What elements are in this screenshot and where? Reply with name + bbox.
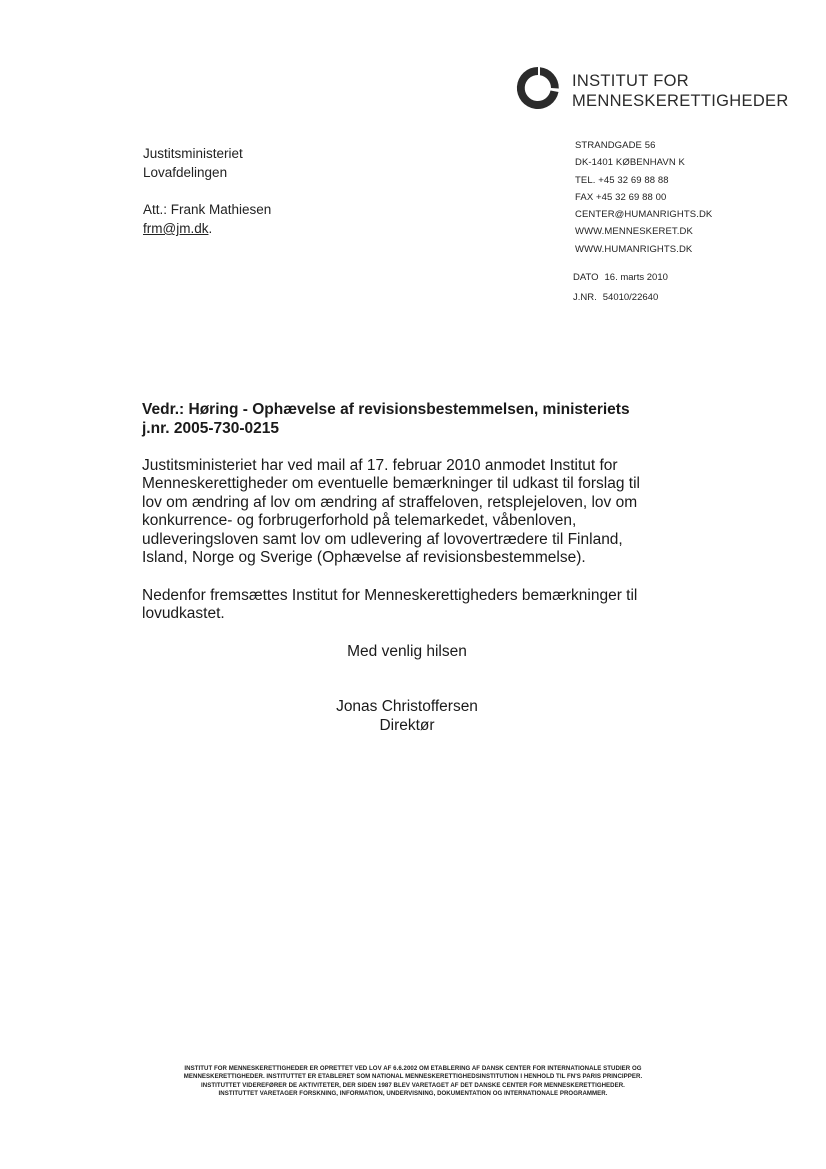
contact-web-1: WWW.MENNESKERET.DK [575, 226, 693, 238]
document-meta [573, 268, 668, 308]
recipient-line-2: Lovafdelingen [143, 165, 228, 180]
contact-fax: FAX +45 32 69 88 00 [575, 191, 667, 203]
signatory-title: Direktør [379, 716, 435, 734]
body-line: konkurrence- og forbrugerforhold på telemarkedet, våbenloven, [142, 512, 577, 530]
logo-wordmark [572, 71, 789, 111]
signature-block [142, 698, 672, 735]
letter-subject [142, 400, 682, 438]
recipient-email-row [143, 219, 271, 238]
journal-label: J.NR. [573, 292, 597, 303]
recipient-email-link[interactable]: frm@jm.dk [143, 221, 209, 236]
recipient-address [143, 144, 271, 238]
body-line: lovudkastet. [142, 605, 225, 623]
body-line: Nedenfor fremsættes Institut for Menneskerettigheders bemærkninger til [142, 587, 638, 604]
body-paragraph-2 [142, 587, 682, 624]
footer-line: INSTITUTTET VIDEREFØRER DE AKTIVITETER, DER SIDEN 1987 BLEV VARETAGET AF DET DANSKE CENTER FOR MENNESKERETTIGHEDER. [201, 1081, 625, 1089]
contact-tel: TEL. +45 32 69 88 88 [575, 174, 669, 186]
closing-greeting: Med venlig hilsen [347, 643, 467, 660]
date-row [573, 268, 668, 288]
body-line: lov om ændring af lov om ændring af straffeloven, retsplejeloven, lov om [142, 493, 638, 511]
institute-logo [514, 64, 789, 114]
body-line: Justitsministeriet har ved mail af 17. februar 2010 anmodet Institut for [142, 457, 618, 474]
footer-line: MENNESKERETTIGHEDER. INSTITUTTET ER ETABLERET SOM NATIONAL MENNESKERETTIGHEDSINSTITUTION I HENHOLD TIL FN'S PARIS PRINCIPPER. [183, 1073, 643, 1081]
recipient-attention: Att.: Frank Mathiesen [143, 202, 272, 217]
date-value: 16. marts 2010 [604, 272, 668, 283]
legal-footer [100, 1065, 726, 1099]
contact-street: STRANDGADE 56 [575, 140, 656, 151]
body-line: udleveringsloven samt lov om udlevering af lovovertrædere til Finland, [142, 530, 623, 548]
recipient-email-suffix: . [208, 221, 213, 236]
contact-email: CENTER@HUMANRIGHTS.DK [575, 209, 713, 221]
footer-line: INSTITUT FOR MENNESKERETTIGHEDER ER OPRETTET VED LOV AF 6.6.2002 OM ETABLERING AF DANSK CENTER FOR INTERNATIONALE STUDIER OG [184, 1065, 642, 1072]
subject-line-1: Vedr.: Høring - Ophævelse af revisionsbestemmelsen, ministeriets [142, 401, 630, 418]
contact-city: DK-1401 KØBENHAVN K [575, 157, 685, 169]
logo-line-1: INSTITUT FOR [572, 72, 689, 90]
date-label: DATO [573, 272, 599, 283]
logo-ring-icon [514, 64, 562, 112]
signatory-name: Jonas Christoffersen [336, 698, 478, 715]
body-line: Menneskerettigheder om eventuelle bemærkninger til udkast til forslag til [142, 475, 640, 493]
subject-line-2: j.nr. 2005-730-0215 [142, 420, 280, 437]
sender-contact-block [575, 137, 712, 258]
journal-row [573, 288, 668, 308]
body-paragraph-1 [142, 457, 682, 567]
body-line: Island, Norge og Sverige (Ophævelse af revisionsbestemmelse). [142, 549, 586, 567]
journal-value: 54010/22640 [602, 292, 659, 303]
logo-line-2: MENNESKERETTIGHEDER [572, 92, 789, 110]
contact-web-2: WWW.HUMANRIGHTS.DK [575, 243, 693, 255]
footer-line: INSTITUTTET VARETAGER FORSKNING, INFORMATION, UNDERVISNING, DOKUMENTATION OG INTERNATIONALE PROGRAMMER. [218, 1090, 608, 1098]
recipient-line-1: Justitsministeriet [143, 146, 243, 161]
